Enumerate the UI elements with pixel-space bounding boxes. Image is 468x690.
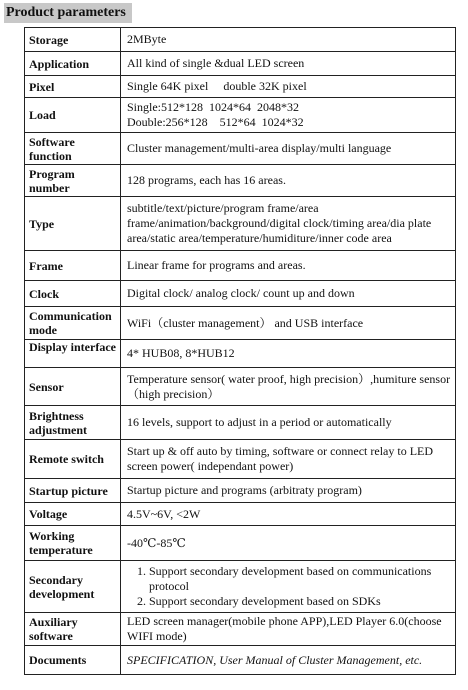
table-row (25, 165, 456, 197)
table-row (25, 98, 456, 133)
table-row (25, 281, 456, 307)
table-row (25, 133, 456, 165)
row-label-sensor: Sensor (25, 368, 121, 406)
row-value-startup-picture: Startup picture and programs (arbitraty program) (121, 479, 456, 503)
row-value-auxiliary-software: LED screen manager(mobile phone APP),LED Player 6.0(choose WIFI mode) (121, 613, 456, 646)
row-value-storage: 2MByte (121, 28, 456, 52)
row-value-load (121, 98, 456, 133)
table-row (25, 76, 456, 98)
table-row (25, 526, 456, 561)
row-label-storage: Storage (25, 28, 121, 52)
row-label-load: Load (25, 98, 121, 133)
list-item: 1. Support secondary development based on communications protocol (149, 564, 451, 594)
table-row (25, 307, 456, 340)
list-item: 2. Support secondary development based on SDKs (149, 594, 451, 609)
table-row (25, 561, 456, 613)
row-value-type: subtitle/text/picture/program frame/area frame/animation/background/digital clock/timing area/dia plate area/static area/temperature/humiditure/inner code area (121, 197, 456, 251)
row-label-documents: Documents (25, 646, 121, 675)
row-label-working-temperature: Working temperature (25, 526, 121, 561)
parameters-table (24, 27, 456, 675)
row-value-working-temperature: -40℃-85℃ (121, 526, 456, 561)
row-label-clock: Clock (25, 281, 121, 307)
row-value-documents: SPECIFICATION, User Manual of Cluster Management, etc. (121, 646, 456, 675)
row-label-communication-mode: Communication mode (25, 307, 121, 340)
row-value-remote-switch: Start up & off auto by timing, software or connect relay to LED screen power( independant power) (121, 440, 456, 479)
table-row (25, 613, 456, 646)
row-value-software-function: Cluster management/multi-area display/multi language (121, 133, 456, 165)
row-label-pixel: Pixel (25, 76, 121, 98)
row-label-application: Application (25, 52, 121, 76)
row-label-secondary-development: Secondary development (25, 561, 121, 613)
row-label-startup-picture: Startup picture (25, 479, 121, 503)
row-value-sensor: Temperature sensor( water proof, high precision）,humiture sensor（high precision） (121, 368, 456, 406)
row-value-clock: Digital clock/ analog clock/ count up and down (121, 281, 456, 307)
row-value-display-interface: 4* HUB08, 8*HUB12 (121, 340, 456, 368)
table-row (25, 197, 456, 251)
row-label-display-interface (25, 340, 121, 368)
secondary-development-list (127, 564, 451, 609)
table-row (25, 340, 456, 368)
table-row (25, 646, 456, 675)
row-value-program-number: 128 programs, each has 16 areas. (121, 165, 456, 197)
row-value-communication-mode: WiFi（cluster management） and USB interface (121, 307, 456, 340)
table-row (25, 479, 456, 503)
row-label-remote-switch: Remote switch (25, 440, 121, 479)
table-row (25, 251, 456, 281)
table-row (25, 368, 456, 406)
table-row (25, 503, 456, 526)
row-value-brightness-adjustment: 16 levels, support to adjust in a period or automatically (121, 406, 456, 440)
row-label-auxiliary-software: Auxiliary software (25, 613, 121, 646)
table-row (25, 28, 456, 52)
row-value-application: All kind of single &dual LED screen (121, 52, 456, 76)
row-value-pixel: Single 64K pixel double 32K pixel (121, 76, 456, 98)
display-interface-label-clip: Display interface (29, 341, 116, 354)
table-row (25, 406, 456, 440)
table-row (25, 440, 456, 479)
table-row (25, 52, 456, 76)
row-label-program-number: Program number (25, 165, 121, 197)
row-label-software-function: Software function (25, 133, 121, 165)
row-value-frame: Linear frame for programs and areas. (121, 251, 456, 281)
load-line-double: Double:256*128 512*64 1024*32 (127, 115, 304, 129)
row-label-voltage: Voltage (25, 503, 121, 526)
row-label-type: Type (25, 197, 121, 251)
section-heading: Product parameters (4, 3, 132, 23)
row-value-secondary-development (121, 561, 456, 613)
row-label-frame: Frame (25, 251, 121, 281)
row-value-voltage: 4.5V~6V, <2W (121, 503, 456, 526)
row-label-brightness-adjustment: Brightness adjustment (25, 406, 121, 440)
load-line-single: Single:512*128 1024*64 2048*32 (127, 100, 300, 114)
